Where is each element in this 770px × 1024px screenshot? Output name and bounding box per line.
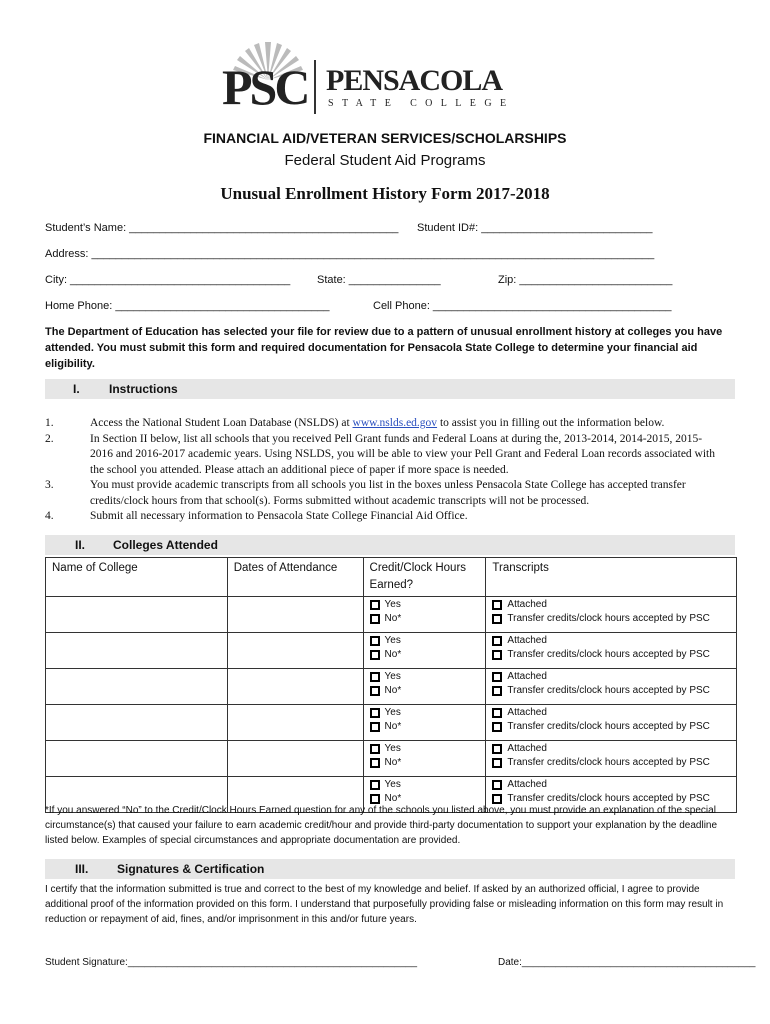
option-label: Transfer credits/clock hours accepted by PSC bbox=[507, 793, 710, 804]
option-label: Yes bbox=[384, 599, 401, 610]
column-header: Dates of Attendance bbox=[227, 558, 363, 597]
transcript-transfer-option[interactable] bbox=[492, 720, 736, 734]
section-title: Signatures & Certification bbox=[117, 862, 265, 876]
section-title: Colleges Attended bbox=[113, 538, 218, 552]
checkbox-icon[interactable] bbox=[492, 758, 502, 768]
column-header: Credit/Clock Hours Earned? bbox=[363, 558, 486, 597]
nslds-link[interactable]: www.nslds.ed.gov bbox=[352, 417, 438, 429]
option-label: Yes bbox=[384, 743, 401, 754]
college-name-cell[interactable] bbox=[46, 741, 228, 777]
checkbox-icon[interactable] bbox=[492, 614, 502, 624]
attendance-dates-cell[interactable] bbox=[227, 669, 363, 705]
transcript-transfer-option[interactable] bbox=[492, 612, 736, 626]
option-label: Attached bbox=[507, 743, 547, 754]
list-text: Submit all necessary information to Pensacola State College Financial Aid Office. bbox=[90, 510, 468, 522]
checkbox-icon[interactable] bbox=[492, 636, 502, 646]
city-field[interactable]: City: ____________________________________ bbox=[45, 274, 291, 286]
address-field[interactable]: Address: ____________________________________________________________________________________________ bbox=[45, 248, 655, 260]
logo-name: PENSACOLA bbox=[326, 64, 503, 97]
checkbox-icon[interactable] bbox=[370, 708, 380, 718]
checkbox-icon[interactable] bbox=[492, 708, 502, 718]
column-header: Transcripts bbox=[486, 558, 737, 597]
state-field[interactable]: State: _______________ bbox=[317, 274, 441, 286]
credit-no-option[interactable] bbox=[370, 648, 486, 662]
credit-no-option[interactable] bbox=[370, 756, 486, 770]
explanation-footnote: *If you answered “No” to the Credit/Clock Hours Earned question for any of the schools you listed above, you must provide an explanation of the special circumstance(s) that caused your failure to earn academic credit/hour and provide third-party documentation to support your explanation by the deadline listed below. Examples of special circumstances and appropriate documentation are provided. bbox=[45, 805, 718, 846]
option-label: Transfer credits/clock hours accepted by PSC bbox=[507, 721, 710, 732]
transcript-attached-option[interactable] bbox=[492, 742, 736, 756]
table-row bbox=[46, 741, 737, 777]
transcript-attached-option[interactable] bbox=[492, 670, 736, 684]
option-label: Transfer credits/clock hours accepted by PSC bbox=[507, 757, 710, 768]
list-text: You must provide academic transcripts from all schools you list in the boxes unless Pensacola State College has accepted transfer credits/clock hours from that school(s). Forms submitted without academic transcripts will not be processed. bbox=[90, 479, 686, 507]
attendance-dates-cell[interactable] bbox=[227, 597, 363, 633]
department-heading: FINANCIAL AID/VETERAN SERVICES/SCHOLARSHIPS bbox=[203, 130, 567, 146]
checkbox-icon[interactable] bbox=[370, 780, 380, 790]
option-label: No* bbox=[384, 613, 402, 624]
logo-mark: PSC bbox=[222, 59, 308, 115]
checkbox-icon[interactable] bbox=[370, 722, 380, 732]
list-number: 1. bbox=[45, 417, 54, 429]
section-number: I. bbox=[73, 382, 80, 396]
transcripts-cell bbox=[486, 633, 737, 669]
transcript-attached-option[interactable] bbox=[492, 634, 736, 648]
option-label: Attached bbox=[507, 635, 547, 646]
section-title: Instructions bbox=[109, 382, 178, 396]
credit-yes-option[interactable] bbox=[370, 742, 486, 756]
table-row bbox=[46, 705, 737, 741]
college-name-cell[interactable] bbox=[46, 669, 228, 705]
option-label: Attached bbox=[507, 707, 547, 718]
checkbox-icon[interactable] bbox=[370, 636, 380, 646]
student-name-field[interactable]: Student’s Name: ____________________________________________ bbox=[45, 222, 399, 234]
list-text: Access the National Student Loan Database (NSLDS) at bbox=[90, 417, 353, 429]
list-item bbox=[45, 509, 725, 525]
instructions-list bbox=[45, 416, 725, 525]
program-subheading: Federal Student Aid Programs bbox=[284, 152, 486, 169]
checkbox-icon[interactable] bbox=[370, 614, 380, 624]
list-text: In Section II below, list all schools that you received Pell Grant funds and Federal Loans at during the, 2013-2014, 2014-2015, 2015-2016 and 2016-2017 academic years. Using NSLDS, you will be able to view your Pell Grant and Federal Loan records associated with the school you attended. Please attach an additional piece of paper if more space is needed. bbox=[90, 432, 715, 476]
credit-yes-option[interactable] bbox=[370, 670, 486, 684]
credit-hours-cell bbox=[363, 705, 486, 741]
list-item bbox=[45, 432, 725, 479]
credit-no-option[interactable] bbox=[370, 612, 486, 626]
list-item bbox=[45, 416, 725, 432]
list-number: 3. bbox=[45, 479, 54, 491]
transcript-attached-option[interactable] bbox=[492, 706, 736, 720]
option-label: Yes bbox=[384, 707, 401, 718]
college-name-cell[interactable] bbox=[46, 597, 228, 633]
option-label: Yes bbox=[384, 671, 401, 682]
section-colleges-bar bbox=[45, 535, 735, 555]
transcript-transfer-option[interactable] bbox=[492, 648, 736, 662]
date-field[interactable]: Date:__________________________________________ bbox=[498, 957, 756, 968]
transcripts-cell bbox=[486, 597, 737, 633]
table-row bbox=[46, 633, 737, 669]
table-row bbox=[46, 597, 737, 633]
column-header: Name of College bbox=[46, 558, 228, 597]
credit-hours-cell bbox=[363, 597, 486, 633]
attendance-dates-cell[interactable] bbox=[227, 705, 363, 741]
checkbox-icon[interactable] bbox=[492, 650, 502, 660]
college-logo bbox=[222, 40, 522, 120]
checkbox-icon[interactable] bbox=[370, 744, 380, 754]
option-label: No* bbox=[384, 793, 402, 804]
checkbox-icon[interactable] bbox=[370, 672, 380, 682]
transcript-attached-option[interactable] bbox=[492, 598, 736, 612]
college-name-cell[interactable] bbox=[46, 705, 228, 741]
option-label: Transfer credits/clock hours accepted by PSC bbox=[507, 649, 710, 660]
option-label: Yes bbox=[384, 779, 401, 790]
option-label: Attached bbox=[507, 671, 547, 682]
section-instructions-bar bbox=[45, 379, 735, 399]
transcripts-cell bbox=[486, 669, 737, 705]
checkbox-icon[interactable] bbox=[492, 744, 502, 754]
list-number: 2. bbox=[45, 432, 54, 445]
student-signature-field[interactable]: Student Signature:____________________________________________________ bbox=[45, 957, 418, 968]
list-item bbox=[45, 478, 725, 509]
zip-field[interactable]: Zip: _________________________ bbox=[498, 274, 673, 286]
colleges-table bbox=[45, 557, 737, 813]
option-label: No* bbox=[384, 649, 402, 660]
option-label: No* bbox=[384, 757, 402, 768]
checkbox-icon[interactable] bbox=[370, 686, 380, 696]
college-name-cell[interactable] bbox=[46, 633, 228, 669]
form-title: Unusual Enrollment History Form 2017-2018 bbox=[220, 184, 550, 203]
credit-yes-option[interactable] bbox=[370, 634, 486, 648]
credit-no-option[interactable] bbox=[370, 720, 486, 734]
checkbox-icon[interactable] bbox=[492, 672, 502, 682]
checkbox-icon[interactable] bbox=[492, 780, 502, 790]
checkbox-icon[interactable] bbox=[370, 758, 380, 768]
cell-phone-field[interactable]: Cell Phone: _______________________________________ bbox=[373, 300, 672, 312]
option-label: No* bbox=[384, 685, 402, 696]
credit-hours-cell bbox=[363, 669, 486, 705]
credit-no-option[interactable] bbox=[370, 684, 486, 698]
student-id-field[interactable]: Student ID#: ____________________________ bbox=[417, 222, 653, 234]
list-text: to assist you in filling out the information below. bbox=[437, 417, 665, 429]
credit-hours-cell bbox=[363, 741, 486, 777]
checkbox-icon[interactable] bbox=[370, 650, 380, 660]
option-label: Attached bbox=[507, 779, 547, 790]
option-label: Transfer credits/clock hours accepted by PSC bbox=[507, 685, 710, 696]
transcripts-cell bbox=[486, 705, 737, 741]
section-signatures-bar bbox=[45, 859, 735, 879]
list-number: 4. bbox=[45, 510, 54, 522]
attendance-dates-cell[interactable] bbox=[227, 741, 363, 777]
checkbox-icon[interactable] bbox=[492, 600, 502, 610]
logo-subtitle: STATE COLLEGE bbox=[328, 98, 515, 109]
table-header-row bbox=[46, 558, 737, 597]
option-label: Attached bbox=[507, 599, 547, 610]
option-label: Transfer credits/clock hours accepted by PSC bbox=[507, 613, 710, 624]
notice-paragraph: The Department of Education has selected your file for review due to a pattern of unusual enrollment history at colleges you have attended. You must submit this form and required documentation for Pensacola State College to determine your financial aid eligibility. bbox=[45, 326, 723, 370]
transcript-attached-option[interactable] bbox=[492, 778, 736, 792]
credit-hours-cell bbox=[363, 633, 486, 669]
home-phone-field[interactable]: Home Phone: ___________________________________ bbox=[45, 300, 330, 312]
section-number: III. bbox=[75, 862, 89, 876]
transcript-transfer-option[interactable] bbox=[492, 756, 736, 770]
transcripts-cell bbox=[486, 741, 737, 777]
logo-divider bbox=[314, 60, 316, 114]
table-row bbox=[46, 669, 737, 705]
option-label: No* bbox=[384, 721, 402, 732]
attendance-dates-cell[interactable] bbox=[227, 633, 363, 669]
credit-yes-option[interactable] bbox=[370, 778, 486, 792]
section-number: II. bbox=[75, 538, 86, 552]
certification-paragraph: I certify that the information submitted is true and correct to the best of my knowledge and belief. If asked by an authorized official, I agree to provide additional proof of the information provided on this form. I understand that purposefully providing false or misleading information on this form may result in reduction or repayment of aid, fines, and/or imprisonment in this and/or future years. bbox=[45, 884, 724, 925]
transcript-transfer-option[interactable] bbox=[492, 684, 736, 698]
credit-yes-option[interactable] bbox=[370, 598, 486, 612]
checkbox-icon[interactable] bbox=[492, 722, 502, 732]
checkbox-icon[interactable] bbox=[370, 600, 380, 610]
credit-yes-option[interactable] bbox=[370, 706, 486, 720]
option-label: Yes bbox=[384, 635, 401, 646]
checkbox-icon[interactable] bbox=[492, 686, 502, 696]
